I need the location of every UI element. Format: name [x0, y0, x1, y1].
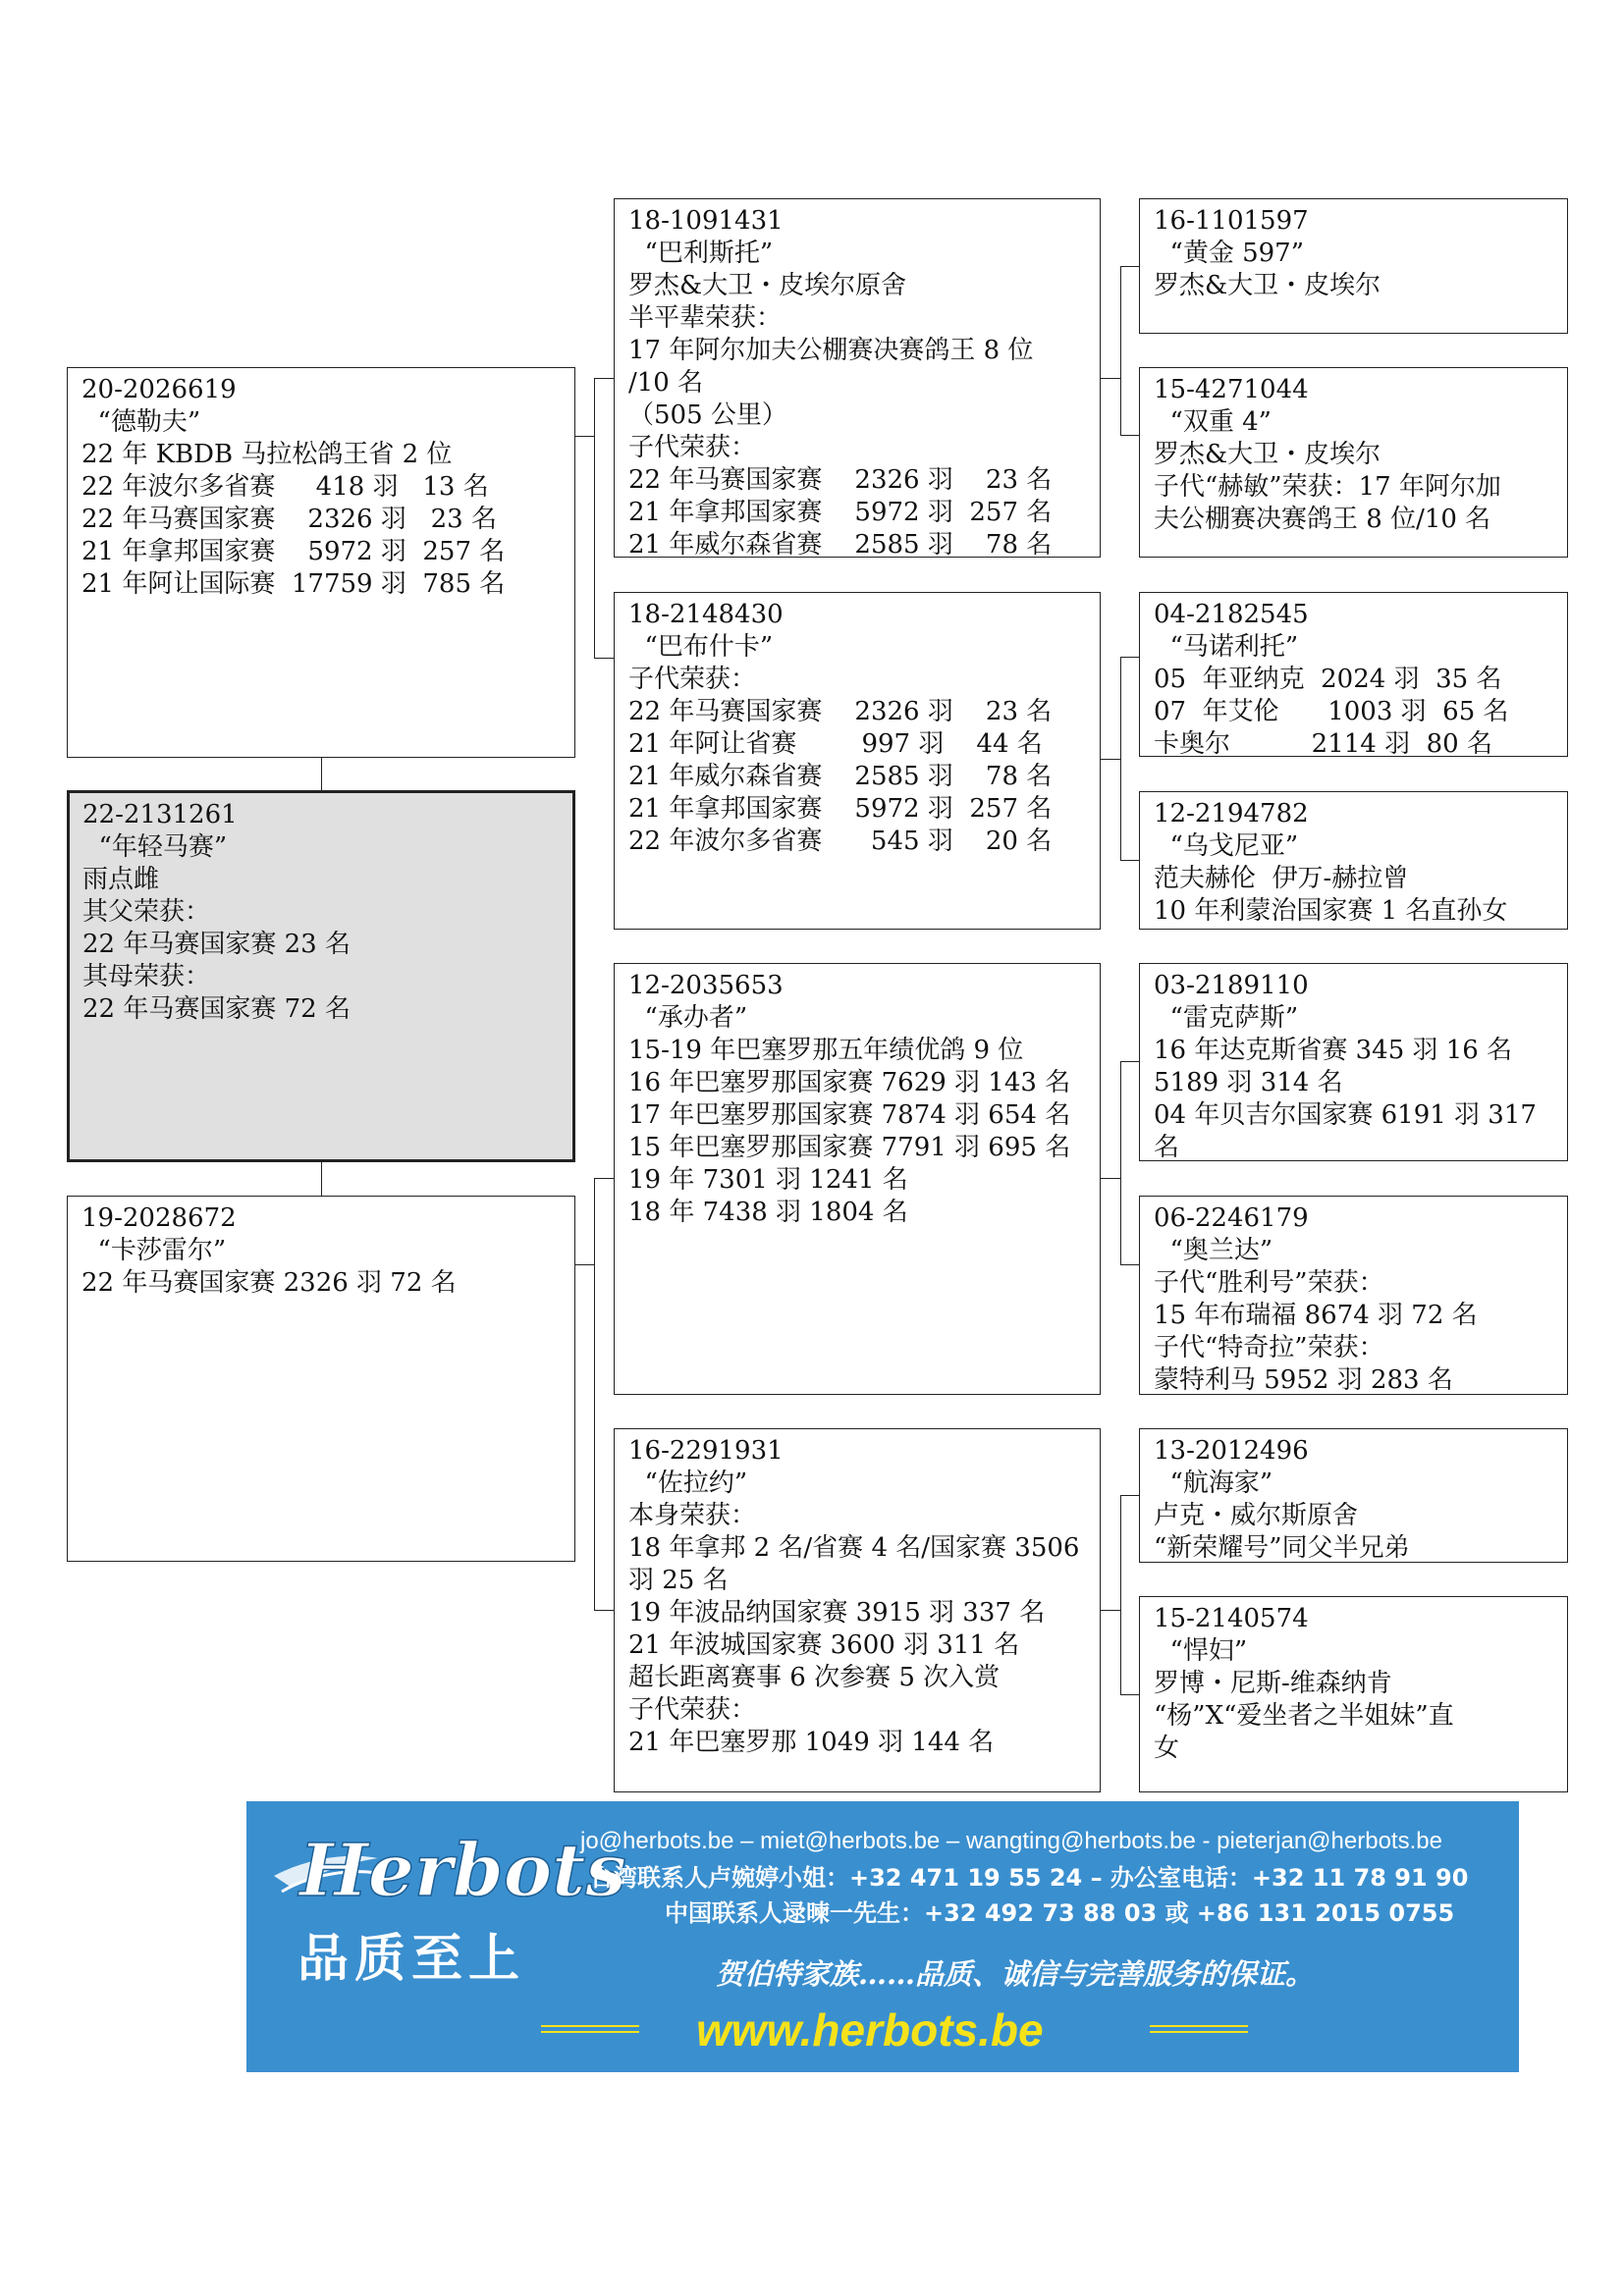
- card-line: 子代“特奇拉”荣获：: [1154, 1333, 1384, 1362]
- card-line: 16 年达克斯省赛 345 羽 16 名: [1154, 1036, 1513, 1065]
- card-line: 15 年巴塞罗那国家赛 7791 羽 695 名: [628, 1133, 1071, 1162]
- dam-sire-card: [614, 963, 1101, 1395]
- card-line: /10 名: [628, 368, 704, 398]
- website-link[interactable]: www.herbots.be: [696, 2004, 1044, 2056]
- motto: 贺伯特家族……品质、诚信与完善服务的保证。: [716, 1957, 1315, 1991]
- connector-line: [1120, 435, 1139, 436]
- card-line: 17 年巴塞罗那国家赛 7874 羽 654 名: [628, 1100, 1071, 1130]
- pigeon-name: “佐拉约”: [628, 1468, 748, 1498]
- connector-line: [594, 378, 614, 379]
- card-line: 卡奥尔 2114 羽 80 名: [1154, 729, 1492, 759]
- ring-number: 06-2246179: [1154, 1203, 1309, 1233]
- card-line: 04 年贝吉尔国家赛 6191 羽 317: [1154, 1100, 1537, 1130]
- card-line: 羽 25 名: [628, 1566, 729, 1595]
- ring-number: 16-1101597: [1154, 206, 1309, 236]
- card-line: 21 年拿邦国家赛 5972 羽 257 名: [628, 794, 1053, 824]
- ring-number: 03-2189110: [1154, 971, 1309, 1000]
- card-line: 5189 羽 314 名: [1154, 1068, 1343, 1097]
- herbots-contact-banner: [246, 1801, 1519, 2072]
- connector-line: [321, 758, 322, 790]
- dam-dam-card: [614, 1428, 1101, 1792]
- card-line: 子代“赫敏”荣获：17 年阿尔加: [1154, 472, 1501, 502]
- card-line: 15 年布瑞福 8674 羽 72 名: [1154, 1301, 1478, 1330]
- card-line: 22 年马赛国家赛 2326 羽 23 名: [628, 697, 1053, 726]
- card-line: 22 年波尔多省赛 418 羽 13 名: [81, 472, 489, 502]
- card-line: 22 年 KBDB 马拉松鸽王省 2 位: [81, 440, 453, 469]
- pigeon-name: “承办者”: [628, 1003, 748, 1033]
- connector-line: [1120, 266, 1139, 267]
- connector-line: [1101, 1610, 1120, 1611]
- connector-line: [1120, 1495, 1121, 1694]
- ring-number: 15-2140574: [1154, 1604, 1309, 1633]
- card-line: 雨点雌: [82, 865, 160, 894]
- dam-card: [67, 1196, 575, 1562]
- card-line: 夫公棚赛决赛鸽王 8 位/10 名: [1154, 505, 1491, 534]
- card-line: （505 公里）: [628, 400, 787, 430]
- dds-card: [1139, 1428, 1568, 1563]
- card-line: 子代荣获：: [628, 665, 757, 694]
- card-line: 22 年马赛国家赛 23 名: [82, 930, 351, 959]
- card-line: “新荣耀号”同父半兄弟: [1154, 1533, 1410, 1563]
- sire-sire-card: [614, 198, 1101, 558]
- card-line: 21 年巴塞罗那 1049 羽 144 名: [628, 1728, 995, 1757]
- connector-line: [1120, 860, 1139, 861]
- pigeon-name: “巴利斯托”: [628, 239, 774, 268]
- card-line: 名: [1154, 1133, 1180, 1162]
- decorative-lines-right: [1150, 2023, 1248, 2035]
- card-line: 其父荣获：: [82, 897, 211, 927]
- card-line: 范夫赫伦 伊万-赫拉曾: [1154, 864, 1409, 893]
- card-line: 蒙特利马 5952 羽 283 名: [1154, 1365, 1453, 1395]
- ddd-card: [1139, 1596, 1568, 1792]
- herbots-logo: [268, 1819, 626, 1927]
- taiwan-contact: 台湾联系人卢婉婷小姐：+32 471 19 55 24 – 办公室电话：+32 11 78 91 90: [590, 1864, 1469, 1892]
- connector-line: [594, 1178, 614, 1179]
- card-line: 21 年拿邦国家赛 5972 羽 257 名: [628, 498, 1053, 527]
- china-contact: 中国联系人逯暕一先生：+32 492 73 88 03 或 +86 131 2015 0755: [665, 1899, 1455, 1927]
- card-line: 22 年马赛国家赛 2326 羽 23 名: [81, 505, 497, 534]
- card-line: 子代“胜利号”荣获：: [1154, 1268, 1384, 1298]
- card-line: 07 年艾伦 1003 羽 65 名: [1154, 697, 1509, 726]
- card-line: 22 年马赛国家赛 2326 羽 72 名: [81, 1268, 457, 1298]
- sire-dam-card: [614, 592, 1101, 930]
- card-line: 半平辈荣获：: [628, 303, 783, 333]
- connector-line: [1120, 657, 1121, 860]
- card-line: 21 年拿邦国家赛 5972 羽 257 名: [81, 537, 506, 566]
- card-line: 19 年 7301 羽 1241 名: [628, 1165, 908, 1195]
- ring-number: 04-2182545: [1154, 600, 1309, 629]
- pigeon-name: “年轻马赛”: [82, 832, 228, 862]
- sds-card: [1139, 592, 1568, 757]
- connector-line: [594, 658, 614, 659]
- card-line: 21 年威尔森省赛 2585 羽 78 名: [628, 762, 1053, 791]
- card-line: 子代荣获：: [628, 1695, 757, 1725]
- card-line: 卢克・威尔斯原舍: [1154, 1501, 1359, 1530]
- card-line: 子代荣获：: [628, 433, 757, 462]
- card-line: 女: [1154, 1734, 1180, 1763]
- card-line: 本身荣获：: [628, 1501, 757, 1530]
- card-line: 21 年波城国家赛 3600 羽 311 名: [628, 1630, 1020, 1660]
- ring-number: 19-2028672: [81, 1203, 237, 1233]
- pigeon-name: “双重 4”: [1154, 407, 1272, 437]
- pigeon-name: “巴布什卡”: [628, 632, 774, 662]
- connector-line: [1120, 657, 1139, 658]
- card-line: 21 年威尔森省赛 2585 羽 78 名: [628, 530, 1053, 560]
- ring-number: 18-2148430: [628, 600, 784, 629]
- connector-line: [1101, 759, 1120, 760]
- card-line: 10 年利蒙治国家赛 1 名直孙女: [1154, 896, 1508, 926]
- card-line: 05 年亚纳克 2024 羽 35 名: [1154, 665, 1502, 694]
- card-line: 18 年拿邦 2 名/省赛 4 名/国家赛 3506: [628, 1533, 1080, 1563]
- pigeon-name: “德勒夫”: [81, 407, 201, 437]
- connector-line: [575, 1264, 595, 1265]
- ring-number: 20-2026619: [81, 375, 237, 404]
- pigeon-name: “乌戈尼亚”: [1154, 831, 1299, 861]
- ring-number: 15-4271044: [1154, 375, 1309, 404]
- pigeon-name: “悍妇”: [1154, 1636, 1248, 1666]
- card-line: 其母荣获：: [82, 962, 211, 991]
- card-line: 17 年阿尔加夫公棚赛决赛鸽王 8 位: [628, 336, 1034, 365]
- card-line: 超长距离赛事 6 次参赛 5 次入赏: [628, 1663, 1001, 1692]
- card-line: 罗杰&大卫・皮埃尔原舍: [628, 271, 907, 300]
- connector-line: [1120, 266, 1121, 435]
- card-line: 18 年 7438 羽 1804 名: [628, 1198, 908, 1227]
- subject-pigeon-card: [67, 790, 575, 1162]
- ring-number: 12-2194782: [1154, 799, 1309, 828]
- connector-line: [575, 436, 595, 437]
- sss-card: [1139, 198, 1568, 334]
- ring-number: 12-2035653: [628, 971, 784, 1000]
- pigeon-name: “马诺利托”: [1154, 632, 1299, 662]
- card-line: 16 年巴塞罗那国家赛 7629 羽 143 名: [628, 1068, 1071, 1097]
- connector-line: [594, 1610, 614, 1611]
- card-line: 19 年波品纳国家赛 3915 羽 337 名: [628, 1598, 1046, 1628]
- card-line: 15-19 年巴塞罗那五年绩优鸽 9 位: [628, 1036, 1024, 1065]
- card-line: 21 年阿让省赛 997 羽 44 名: [628, 729, 1043, 759]
- card-line: 21 年阿让国际赛 17759 羽 785 名: [81, 569, 506, 599]
- svg-text:Herbots: Herbots: [299, 1829, 626, 1913]
- connector-line: [1120, 1495, 1139, 1496]
- decorative-lines-left: [541, 2023, 639, 2035]
- ring-number: 22-2131261: [82, 800, 238, 829]
- connector-line: [1101, 378, 1120, 379]
- pigeon-name: “奥兰达”: [1154, 1236, 1273, 1265]
- card-line: 22 年马赛国家赛 2326 羽 23 名: [628, 465, 1053, 495]
- connector-line: [321, 1162, 322, 1196]
- pigeon-name: “卡莎雷尔”: [81, 1236, 227, 1265]
- ring-number: 13-2012496: [1154, 1436, 1309, 1466]
- sdd-card: [1139, 791, 1568, 930]
- card-line: 罗杰&大卫・皮埃尔: [1154, 440, 1381, 469]
- ring-number: 16-2291931: [628, 1436, 784, 1466]
- sire-card: [67, 367, 575, 758]
- pigeon-name: “航海家”: [1154, 1468, 1273, 1498]
- card-line: 罗杰&大卫・皮埃尔: [1154, 271, 1381, 300]
- pigeon-name: “雷克萨斯”: [1154, 1003, 1299, 1033]
- connector-line: [1101, 1178, 1120, 1179]
- connector-line: [1120, 1264, 1139, 1265]
- ssd-card: [1139, 367, 1568, 558]
- card-line: 罗博・尼斯-维森纳肯: [1154, 1669, 1392, 1698]
- card-line: 22 年波尔多省赛 545 羽 20 名: [628, 827, 1053, 856]
- slogan: 品质至上: [298, 1930, 526, 1989]
- card-line: 22 年马赛国家赛 72 名: [82, 994, 351, 1024]
- connector-line: [1120, 1694, 1139, 1695]
- pigeon-name: “黄金 597”: [1154, 239, 1305, 268]
- connector-line: [594, 1178, 595, 1610]
- connector-line: [1120, 1061, 1121, 1264]
- connector-line: [594, 378, 595, 658]
- ring-number: 18-1091431: [628, 206, 784, 236]
- dsd-card: [1139, 1196, 1568, 1395]
- connector-line: [1120, 1061, 1139, 1062]
- email-addresses[interactable]: jo@herbots.be – miet@herbots.be – wangting@herbots.be - pieterjan@herbots.be: [580, 1828, 1442, 1854]
- card-line: “杨”X“爱坐者之半姐妹”直: [1154, 1701, 1454, 1731]
- dss-card: [1139, 963, 1568, 1161]
